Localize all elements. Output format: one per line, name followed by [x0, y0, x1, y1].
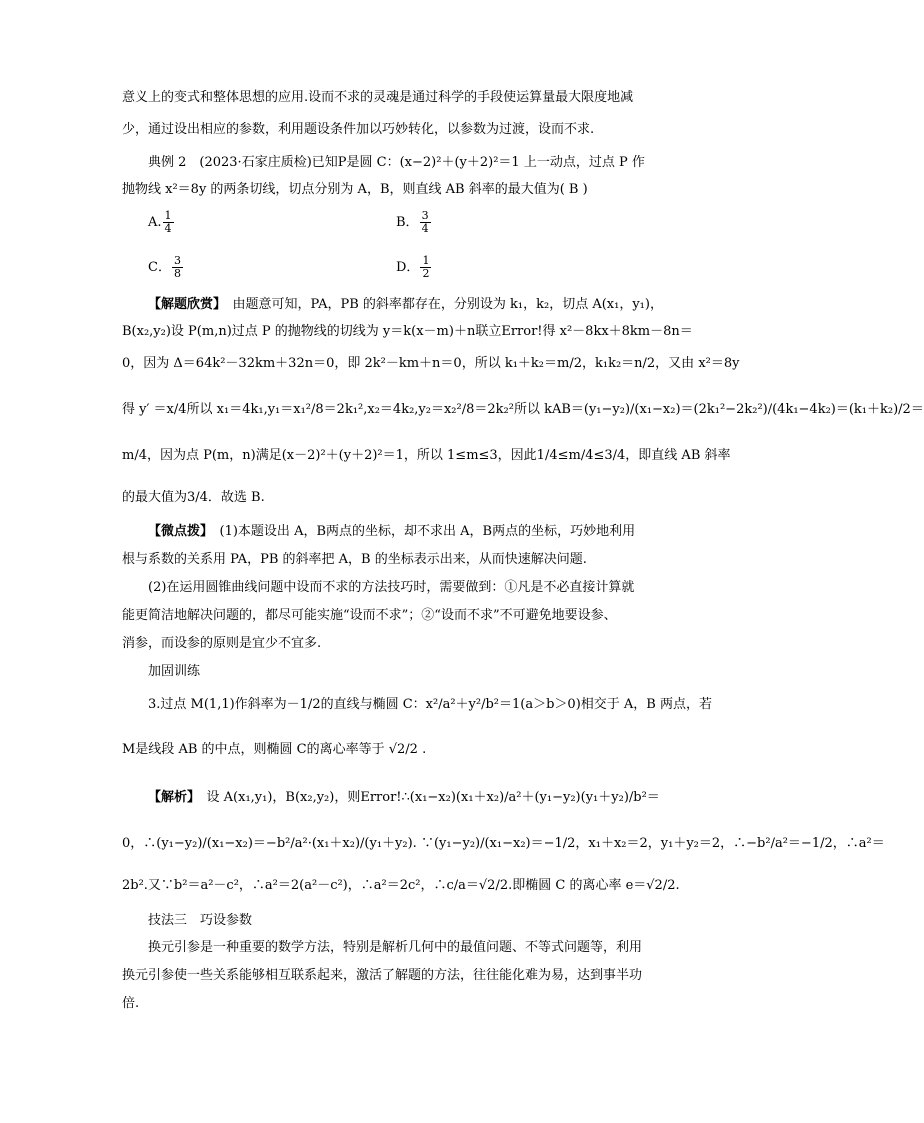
example-2-stem-1: 典例 2 (2023·石家庄质检)已知P是圆 C：(x−2)²＋(y＋2)²＝1 上一动点，过点 P 作: [148, 155, 645, 170]
tip-line-4: 能更简洁地解决问题的，都尽可能实施“设而不求”；②“设而不求”不可避免地要设参、: [122, 608, 617, 623]
tip-line-1: 【微点拨】 (1)本题设出 A，B两点的坐标，却不求出 A，B两点的坐标，巧妙地利用: [148, 524, 636, 539]
solution-2-line-1: 【解析】 设 A(x₁,y₁)，B(x₂,y₂)，则Error!∴(x₁−x₂)(x₁＋x₂)/a²＋(y₁−y₂)(y₁＋y₂)/b²＝: [148, 790, 660, 805]
technique-3-line-1: 换元引参是一种重要的数学方法，特别是解析几何中的最值问题、不等式问题等，利用: [148, 940, 643, 955]
practice-title: 加固训练: [148, 664, 201, 679]
solution-2-line-3: 2b².又∵b²＝a²－c²，∴a²＝2(a²－c²)，∴a²＝2c²，∴c/a＝√2/2.即椭圆 C 的离心率 e＝√2/2.: [122, 878, 680, 893]
technique-3-title: 技法三 巧设参数: [148, 913, 253, 928]
practice-line-2: M是线段 AB 的中点，则椭圆 C的离心率等于 √2/2 .: [122, 742, 427, 757]
option-a: [148, 210, 175, 235]
example-2-stem-2: 抛物线 x²＝8y 的两条切线，切点分别为 A，B，则直线 AB 斜率的最大值为( B ): [122, 182, 588, 197]
technique-3-line-2: 换元引参使一些关系能够相互联系起来，激活了解题的方法，往往能化难为易，达到事半功: [122, 968, 643, 983]
solution-1-line-3: 0，因为 Δ＝64k²－32km＋32n＝0，即 2k²－km＋n＝0，所以 k₁＋k₂＝m/2，k₁k₂＝n/2，又由 x²＝8y: [122, 356, 740, 371]
tip-line-2: 根与系数的关系用 PA，PB 的斜率把 A，B 的坐标表示出来，从而快速解决问题.: [122, 552, 587, 567]
option-b-fraction: $\frac{3}{4}$: [421, 209, 429, 235]
solution-2-line-2: 0，∴(y₁−y₂)/(x₁−x₂)＝−b²/a²·(x₁＋x₂)/(y₁＋y₂). ∵(y₁−y₂)/(x₁−x₂)＝−1/2，x₁＋x₂＝2，y₁＋y₂＝2，∴−b²/a²＝−1/2，∴a²＝: [122, 836, 885, 851]
option-b: [396, 210, 432, 235]
solution-1-tag: 【解题欣赏】: [148, 297, 220, 312]
tip-line-5: 消参，而设参的原则是宜少不宜多.: [122, 636, 322, 651]
technique-3-line-3: 倍.: [122, 996, 140, 1011]
tip-tag: 【微点拨】: [148, 524, 207, 539]
solution-1-line-6: 的最大值为3/4．故选 B.: [122, 490, 265, 505]
solution-1-line-4: 得 y′ ＝x/4所以 x₁＝4k₁,y₁＝x₁²/8＝2k₁²,x₂＝4k₂,y₂＝x₂²/8＝2k₂²所以 kAB＝(y₁−y₂)/(x₁−x₂)＝(2k₁²−2k₂²)/(4k₁−4k₂)＝(k₁＋k₂)/2＝: [122, 402, 924, 417]
option-b-label: B．: [396, 215, 419, 230]
solution-1-line-2: B(x₂,y₂)设 P(m,n)过点 P 的抛物线的切线为 y＝k(x－m)＋n联立Error!得 x²－8kx＋8km－8n＝: [122, 324, 693, 339]
solution-1-line-5: m/4，因为点 P(m，n)满足(x－2)²＋(y＋2)²＝1，所以 1≤m≤3，因此1/4≤m/4≤3/4，即直线 AB 斜率: [122, 448, 731, 463]
practice-line-1: 3.过点 M(1,1)作斜率为－1/2的直线与椭圆 C：x²/a²＋y²/b²＝1(a＞b＞0)相交于 A，B 两点，若: [148, 697, 712, 712]
option-a-label: A.: [148, 215, 162, 230]
intro-line-1: 意义上的变式和整体思想的应用.设而不求的灵魂是通过科学的手段使运算量最大限度地减: [122, 90, 634, 105]
option-d-label: D．: [396, 260, 420, 275]
solution-1-line-1: 【解题欣赏】 由题意可知，PA，PB 的斜率都存在，分别设为 k₁，k₂，切点 A(x₁，y₁)，: [148, 297, 663, 312]
option-d: [396, 255, 432, 280]
intro-line-2: 少，通过设出相应的参数，利用题设条件加以巧妙转化，以参数为过渡，设而不求.: [122, 122, 595, 137]
tip-line-3: (2)在运用圆锥曲线问题中设而不求的方法技巧时，需要做到：①凡是不必直接计算就: [148, 580, 635, 595]
option-c: [148, 255, 184, 280]
option-c-label: C．: [148, 260, 171, 275]
solution-2-tag: 【解析】: [148, 790, 194, 805]
option-c-fraction: $\frac{3}{8}$: [173, 254, 181, 280]
option-a-fraction: $\frac{1}{4}$: [164, 209, 172, 235]
option-d-fraction: $\frac{1}{2}$: [422, 254, 430, 280]
